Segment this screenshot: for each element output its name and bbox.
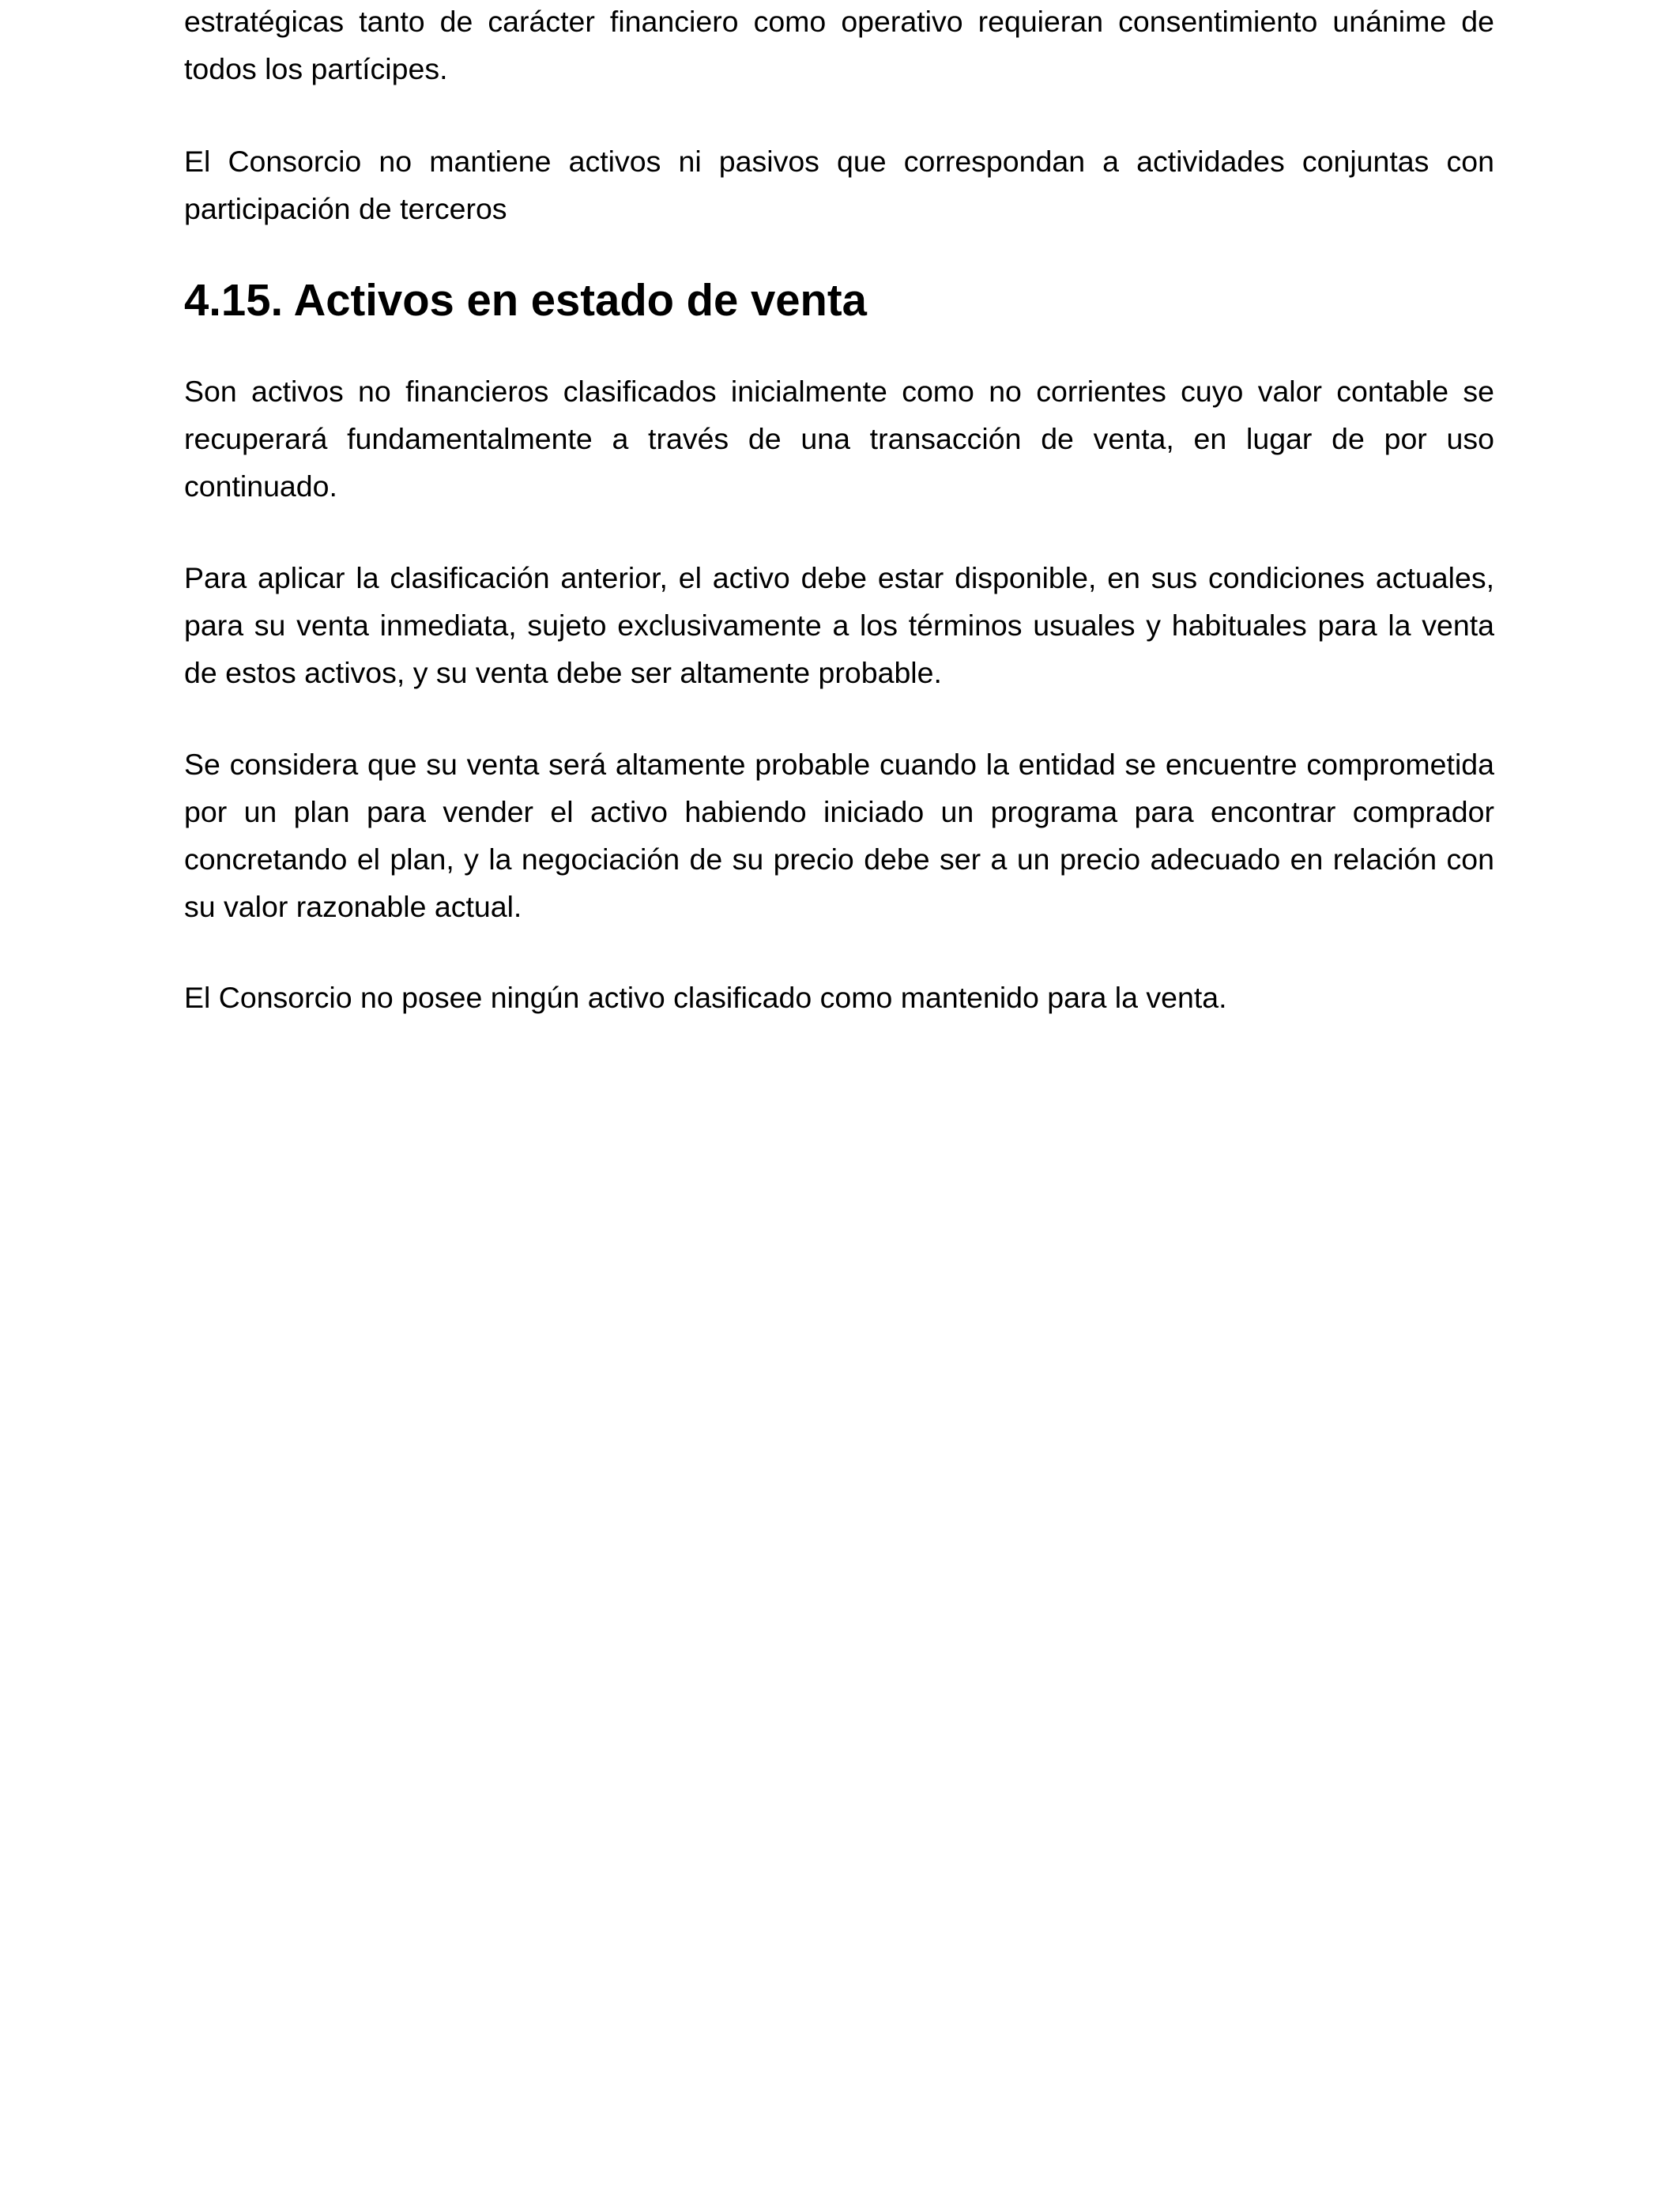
paragraph-joint-activities: El Consorcio no mantiene activos ni pasivos que correspondan a actividades conjuntas con participación de terceros — [184, 145, 1494, 225]
paragraph-highly-probable-sale: Se considera que su venta será altamente probable cuando la entidad se encuentre comprometida por un plan para vender el activo habiendo iniciado un programa para encontrar comprador concretando el plan, y la negociación de su precio debe ser a un precio adecuado en relación con su valor razonable actual. — [184, 748, 1494, 923]
section-heading-assets-for-sale: 4.15. Activos en estado de venta — [184, 275, 867, 325]
paragraph-no-assets-held-for-sale: El Consorcio no posee ningún activo clasificado como mantenido para la venta. — [184, 981, 1227, 1014]
paragraph-consent-unanimous: estratégicas tanto de carácter financiero como operativo requieran consentimiento unánime de todos los partícipes. — [184, 5, 1494, 85]
paragraph-non-financial-assets: Son activos no financieros clasificados inicialmente como no corrientes cuyo valor contable se recuperará fundamentalmente a través de una transacción de venta, en lugar de por uso continuado. — [184, 375, 1494, 503]
paragraph-classification-conditions: Para aplicar la clasificación anterior, el activo debe estar disponible, en sus condiciones actuales, para su venta inmediata, sujeto exclusivamente a los términos usuales y habituales para la venta de estos activos, y su venta debe ser altamente probable. — [184, 561, 1494, 689]
